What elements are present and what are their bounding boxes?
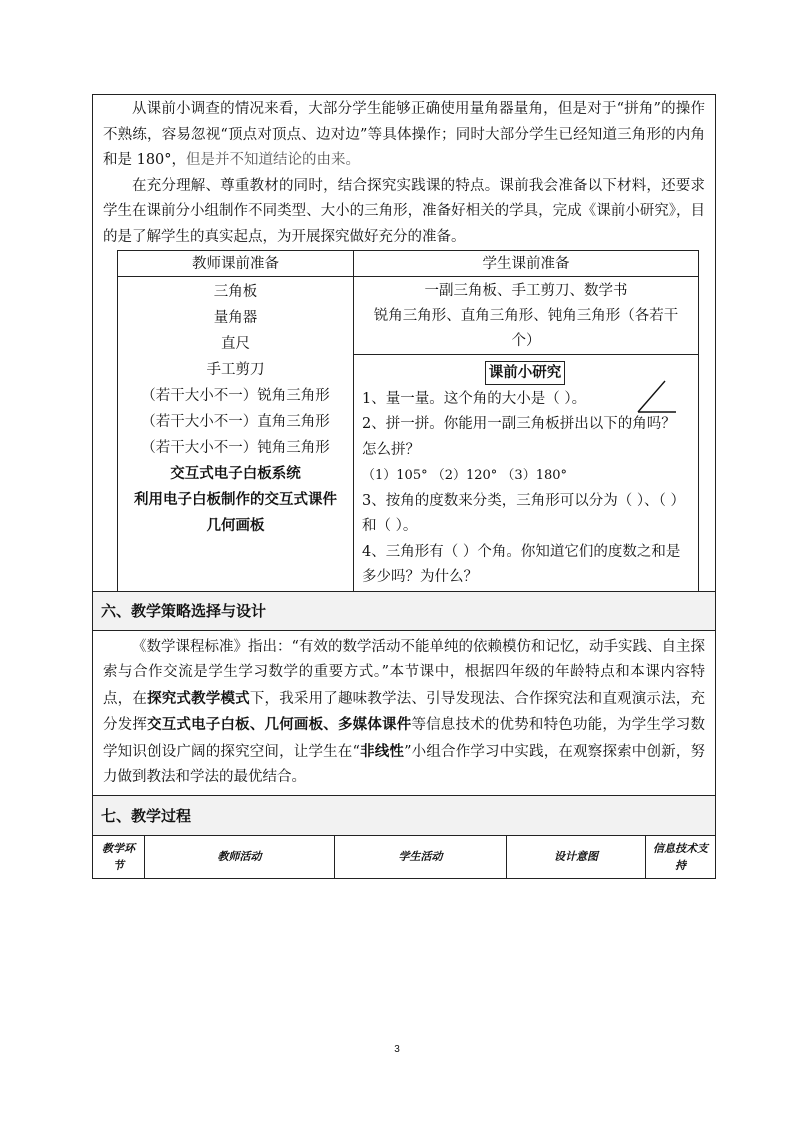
teacher-prep-header: 教师课前准备	[118, 251, 354, 277]
teacher-prep-item: 直尺	[221, 336, 250, 352]
preparation-table	[117, 250, 699, 591]
header-stage: 教学环节	[93, 836, 145, 878]
student-prep-item: 一副三角板、手工剪刀、数学书	[424, 283, 628, 299]
process-table-header	[93, 836, 715, 878]
teacher-prep-item: 三角板	[213, 284, 258, 300]
student-analysis-section	[93, 95, 715, 592]
analysis-text-gray: 但是并不知道结论的由来。	[186, 152, 361, 168]
strategy-text: 《数学课程标准》指出：“有效的数学活动不能单纯的依赖模仿和记忆，动手实践、自主探索与合作交流是学生学习数学的重要方式。”本节课中，根据四年级的年龄特点和本课内容特点，在	[103, 638, 705, 707]
section-6-body	[93, 631, 715, 796]
section-6-heading: 六、教学策略选择与设计	[93, 592, 715, 631]
study-question-2-options: （1）105° （2）120° （3）180°	[362, 468, 568, 483]
study-question-3: 3、按角的度数来分类，三角形可以分为（ ）、（ ）和（ ）。	[362, 492, 685, 534]
student-prep-header: 学生课前准备	[354, 251, 698, 277]
study-question-4: 4、三角形有（ ）个角。你知道它们的度数之和是多少吗？为什么？	[362, 543, 681, 585]
study-title: 课前小研究	[485, 361, 566, 385]
analysis-text: 从课前小调查的情况来看，大部分学生能够正确使用量角器量角，但是对于“拼角”的操作不熟练，容易忽视“顶点对顶点、边对边”等具体操作；同时大部分学生已经知道三角形的内角和是 180°，	[103, 101, 705, 168]
teacher-prep-bold-item: 几何画板	[206, 517, 265, 534]
header-teacher-activity: 教师活动	[145, 836, 335, 878]
strategy-paragraph	[103, 635, 705, 791]
teacher-prep-item: 手工剪刀	[206, 362, 265, 378]
angle-figure-icon	[636, 379, 678, 415]
student-prep-list	[354, 277, 698, 355]
analysis-paragraph-2: 在充分理解、尊重教材的同时，结合探究实践课的特点。课前我会准备以下材料，还要求学生在课前分小组制作不同类型、大小的三角形，准备好相关的学具，完成《课前小研究》，目的是了解学生的真实起点，为开展探究做好充分的准备。	[103, 177, 705, 245]
student-prep-item: 锐角三角形、直角三角形、钝角三角形（各若干个）	[373, 308, 679, 349]
strategy-text: ”小组合作学习中实践，在观察探索中创新，努力做到教法和学法的最优结合。	[103, 743, 705, 785]
strategy-emphasis: 非线性	[359, 742, 405, 760]
lesson-plan-table	[92, 94, 716, 879]
page-number: 3	[394, 1044, 400, 1055]
strategy-text: 等信息技术的优势和特色功能，为学生学习数学知识创设广阔的探究空间，让学生在“	[103, 717, 705, 760]
header-design-intent: 设计意图	[507, 836, 646, 878]
teacher-prep-item: （若干大小不一）锐角三角形	[141, 388, 330, 404]
section-7-heading: 七、教学过程	[93, 796, 715, 836]
study-question-1: 1、量一量。这个角的大小是（ ）。	[362, 390, 587, 407]
teacher-prep-bold-item: 利用电子白板制作的交互式课件	[134, 491, 337, 508]
teacher-prep-item: （若干大小不一）钝角三角形	[141, 440, 330, 456]
analysis-paragraph-1	[103, 97, 705, 174]
teacher-prep-bold-item: 交互式电子白板系统	[170, 465, 301, 482]
study-question-2: 2、拼一拼。你能用一副三角板拼出以下的角吗？怎么拼？	[362, 416, 676, 458]
strategy-emphasis: 交互式电子白板、几何画板、多媒体课件	[147, 716, 412, 733]
strategy-text: 下，我采用了趣味教学法、引导发现法、合作探究法和直观演示法，充分发挥	[103, 690, 705, 733]
pre-class-study	[354, 355, 698, 591]
teacher-prep-item: （若干大小不一）直角三角形	[141, 414, 330, 430]
teacher-prep-item: 量角器	[213, 310, 258, 326]
header-student-activity: 学生活动	[335, 836, 507, 878]
header-it-support: 信息技术支持	[653, 841, 708, 872]
teacher-prep-list	[118, 277, 354, 591]
strategy-emphasis: 探究式教学模式	[147, 689, 250, 707]
